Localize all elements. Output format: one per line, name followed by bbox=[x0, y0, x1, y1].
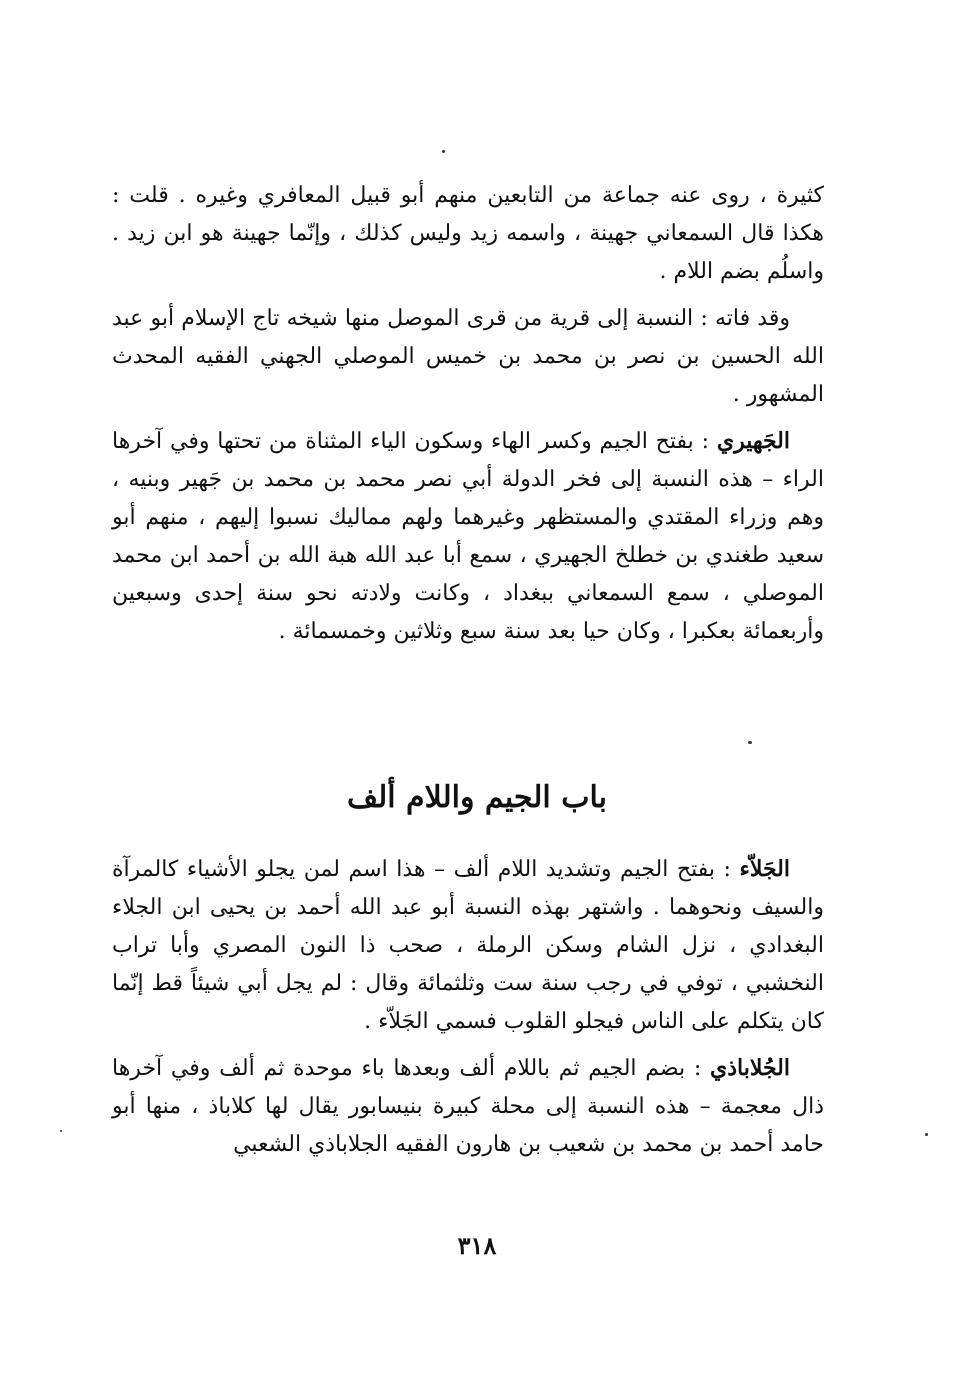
paragraph-text: : بفتح الجيم وتشديد اللام ألف – هذا اسم لمن يجلو الأشياء كالمرآة والسيف ونحوهما . واشتهر بهذه النسبة أبو عبد الله أحمد بن يحيى ابن الجلاء البغدادي ، نزل الشام وسكن الرملة ، صحب ذا النون المصري وأبا تراب النخشبي ، توفي في رجب سنة ست وثلثمائة وقال : لم يجل أبي شيئاً قط إنّما كان يتكلم على الناس فيجلو القلوب فسمي الجَلاّء . bbox=[112, 857, 824, 1034]
scan-speck bbox=[442, 150, 445, 153]
paragraph-addendum bbox=[112, 299, 824, 414]
chapter-title: باب الجيم واللام ألف bbox=[347, 780, 607, 815]
paragraph-continuation bbox=[112, 176, 824, 291]
entry-headword: الجَلاّء bbox=[739, 856, 790, 882]
scan-speck bbox=[925, 1133, 928, 1136]
entry-headword: الجُلاباذي bbox=[710, 1055, 790, 1081]
paragraph-text: : بفتح الجيم وكسر الهاء وسكون الياء المثناة من تحتها وفي آخرها الراء – هذه النسبة إلى فخر الدولة أبي نصر محمد بن محمد بن جَهير وبنيه ، وهم وزراء المقتدي والمستظهر وغيرهما ولهم مماليك نسبوا إليهم ، منهم أبو سعيد طغندي بن خطلخ الجهيري ، سمع أبا عبد الله هبة الله بن أحمد ابن محمد الموصلي ، سمع السمعاني ببغداد ، وكانت ولادته نحو سنة إحدى وسبعين وأربعمائة بعكبرا ، وكان حيا بعد سنة سبع وثلاثين وخمسمائة . bbox=[112, 429, 824, 644]
entry-jahiri bbox=[112, 422, 824, 651]
entry-jalabadhi bbox=[112, 1049, 824, 1164]
paragraph-text: وقد فاته : النسبة إلى قرية من قرى الموصل منها شيخه تاج الإسلام أبو عبد الله الحسين بن نصر بن محمد بن خميس الموصلي الجهني الفقيه المحدث المشهور . bbox=[112, 306, 824, 407]
text-block-bottom bbox=[112, 850, 824, 1172]
scan-speck bbox=[748, 741, 752, 744]
scan-speck bbox=[60, 1130, 62, 1132]
paragraph-text: كثيرة ، روى عنه جماعة من التابعين منهم أبو قبيل المعافري وغيره . قلت : هكذا قال السمعاني جهينة ، واسمه زيد وليس كذلك ، وإنّما جهينة هو ابن زيد . واسلُم بضم اللام . bbox=[112, 183, 824, 284]
text-block-top bbox=[112, 176, 824, 659]
entry-jalla bbox=[112, 850, 824, 1041]
entry-headword: الجَهيري bbox=[716, 428, 790, 454]
paragraph-text: : بضم الجيم ثم باللام ألف وبعدها باء موحدة ثم ألف وفي آخرها ذال معجمة – هذه النسبة إلى محلة كبيرة بنيسابور يقال لها كلاباذ ، منها أبو حامد أحمد بن محمد بن شعيب بن هارون الفقيه الجلاباذي الشعبي bbox=[112, 1056, 824, 1157]
page-number: ٣١٨ bbox=[457, 1231, 497, 1260]
